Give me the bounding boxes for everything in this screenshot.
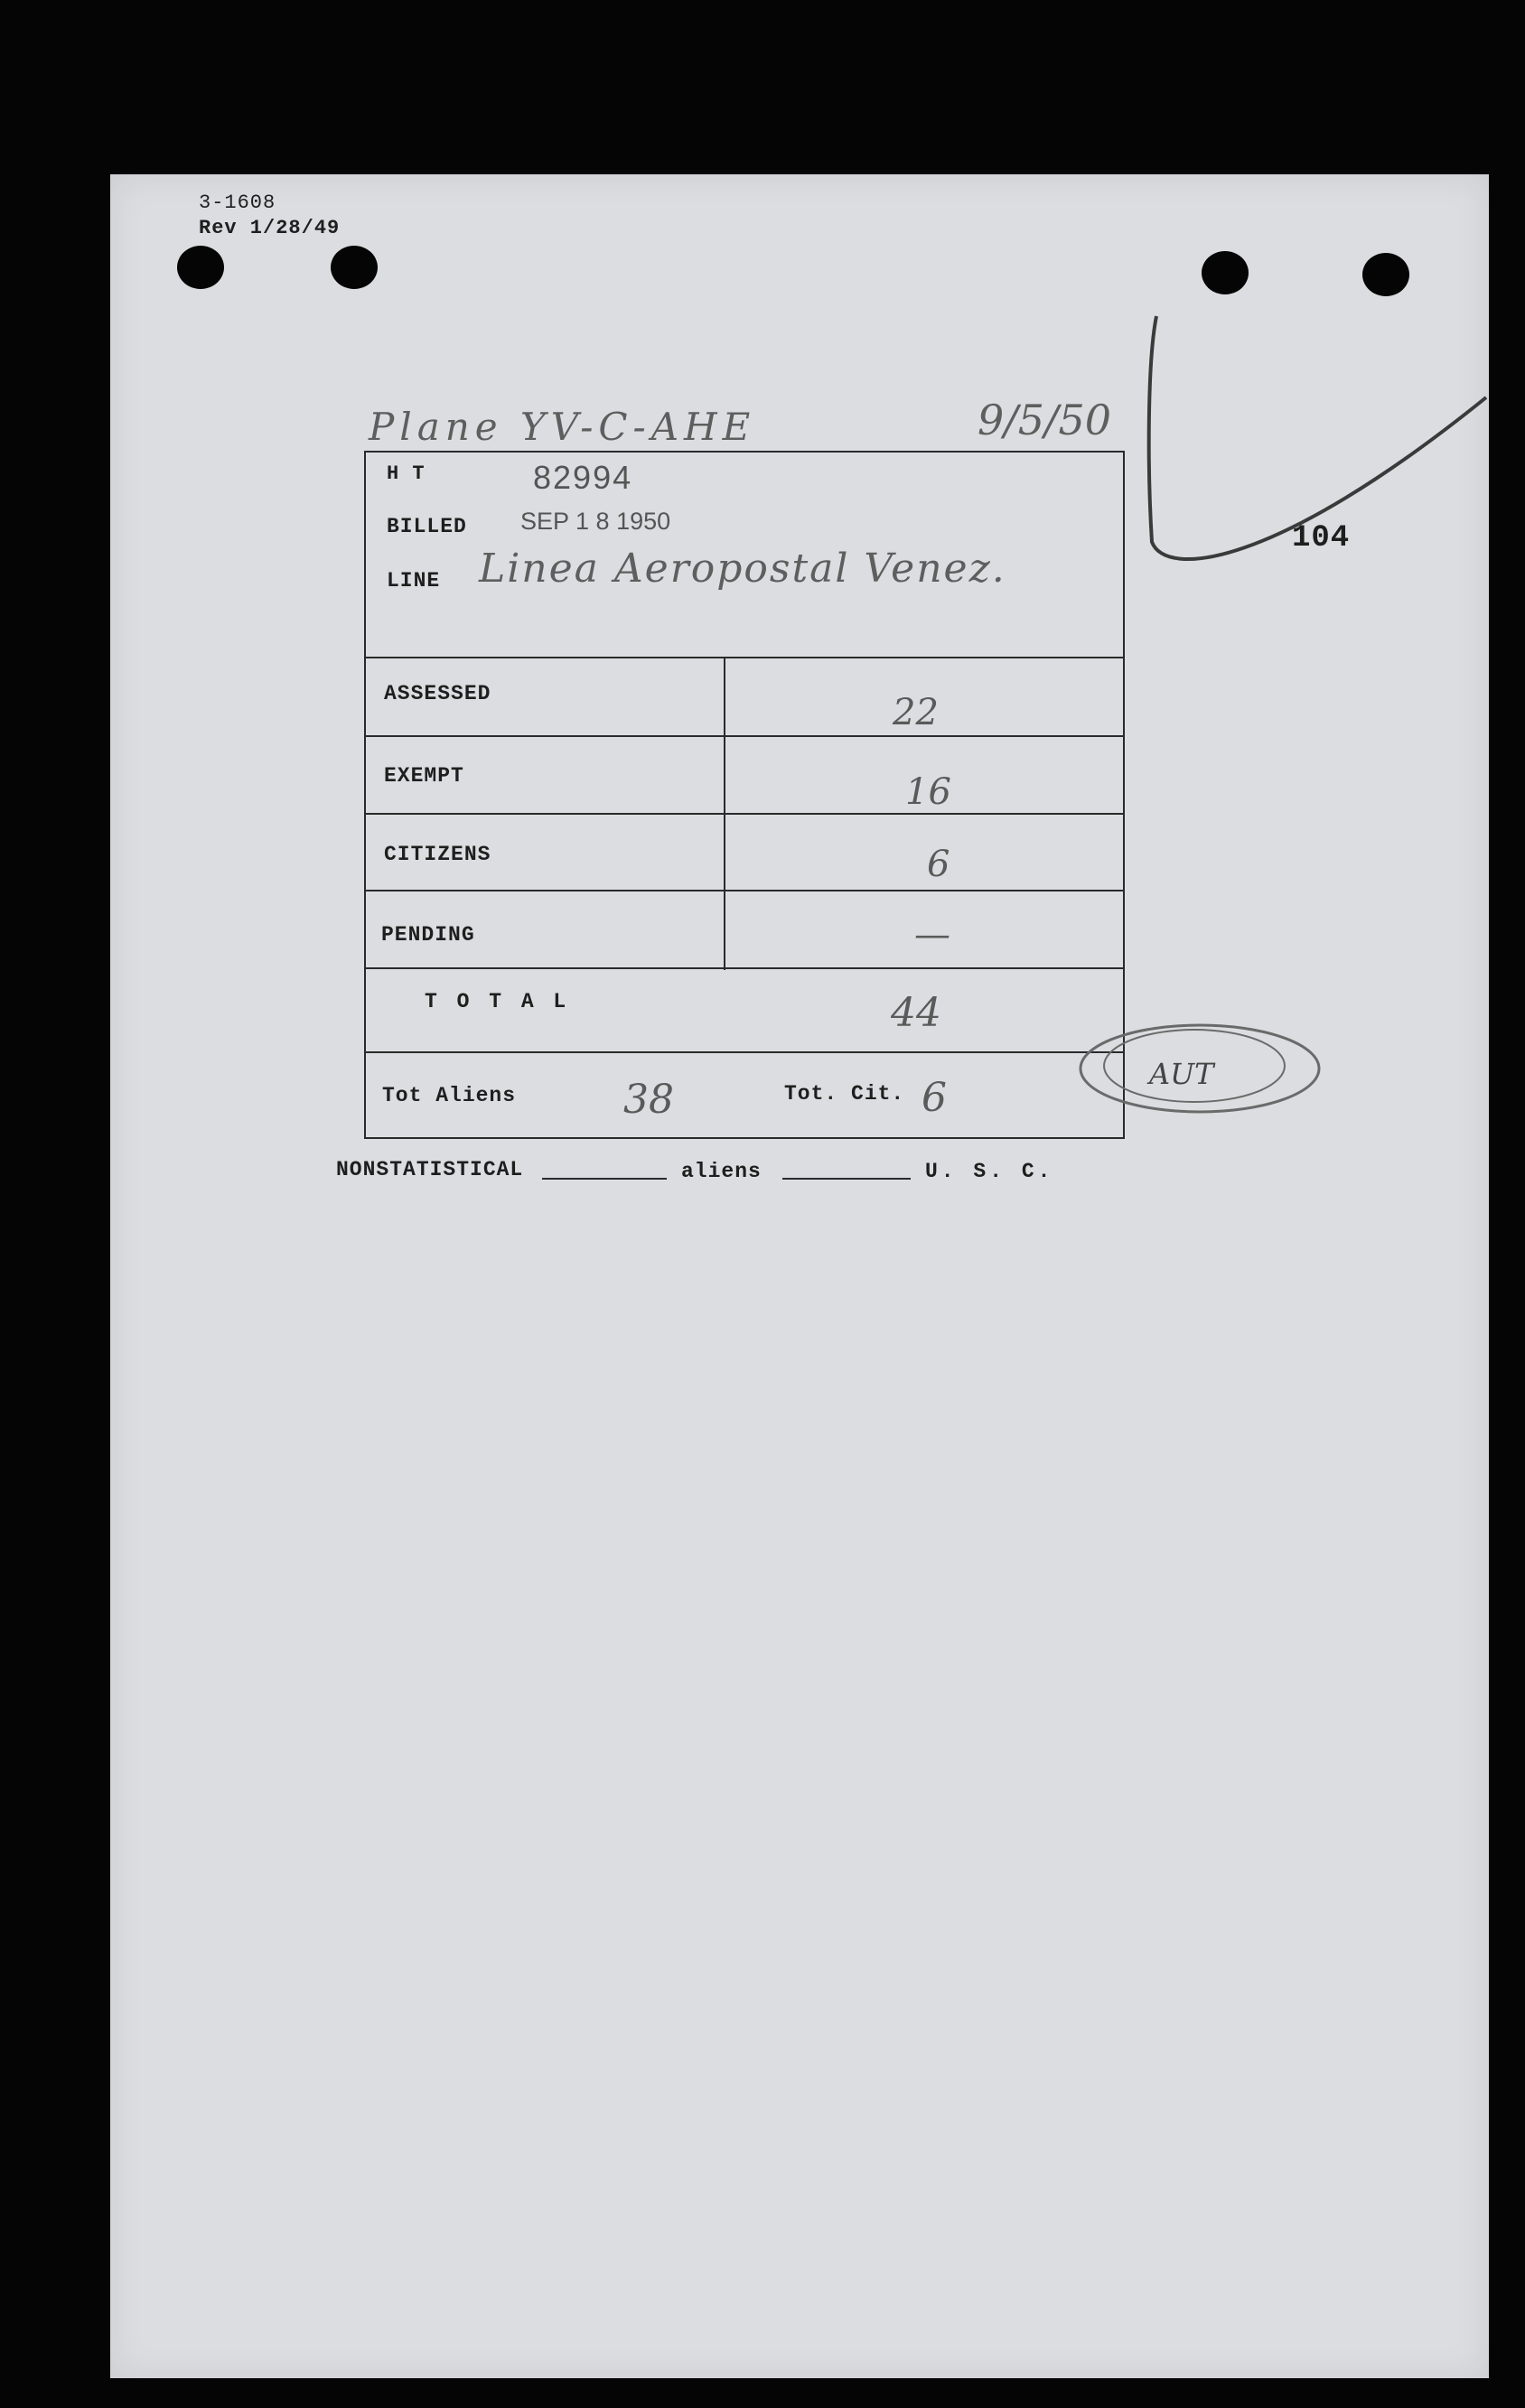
pending-value: —: [914, 914, 950, 956]
page-number: 104: [1292, 521, 1351, 555]
billed-label: BILLED: [387, 515, 467, 538]
punch-hole: [177, 246, 224, 289]
initials: AUT: [1149, 1057, 1214, 1091]
ht-label: H T: [387, 462, 426, 485]
assessed-label: ASSESSED: [384, 682, 491, 705]
ht-number: 82994: [533, 459, 633, 496]
pending-label: PENDING: [381, 923, 475, 947]
tot-cit-label: Tot. Cit.: [784, 1082, 905, 1106]
citizens-label: CITIZENS: [384, 843, 491, 866]
assessed-value: 22: [893, 692, 939, 733]
tot-aliens-label: Tot Aliens: [382, 1084, 517, 1107]
form-code: 3-1608: [199, 191, 276, 214]
punch-hole: [331, 246, 378, 289]
punch-hole: [1362, 253, 1409, 296]
aliens-label: aliens: [681, 1160, 762, 1183]
total-value: 44: [891, 990, 941, 1036]
tot-aliens-value: 38: [623, 1077, 674, 1123]
usc-label: U. S. C.: [925, 1160, 1054, 1183]
billed-date-stamp: SEP 1 8 1950: [520, 508, 671, 535]
exempt-value: 16: [905, 771, 951, 813]
line-label: LINE: [387, 569, 441, 593]
form-revision: Rev 1/28/49: [199, 217, 341, 239]
nonstatistical-label: NONSTATISTICAL: [336, 1158, 524, 1181]
usc-blank: [782, 1178, 911, 1180]
plane-heading: Plane YV-C-AHE: [369, 405, 756, 449]
total-label: T O T A L: [425, 990, 570, 1013]
airline-name: Linea Aeropostal Venez.: [479, 546, 1006, 592]
nonstatistical-blank: [542, 1178, 667, 1180]
exempt-label: EXEMPT: [384, 764, 464, 788]
handwritten-date: 9/5/50: [978, 396, 1112, 444]
punch-hole: [1202, 251, 1249, 294]
tot-cit-value: 6: [922, 1075, 947, 1121]
citizens-value: 6: [927, 844, 950, 885]
